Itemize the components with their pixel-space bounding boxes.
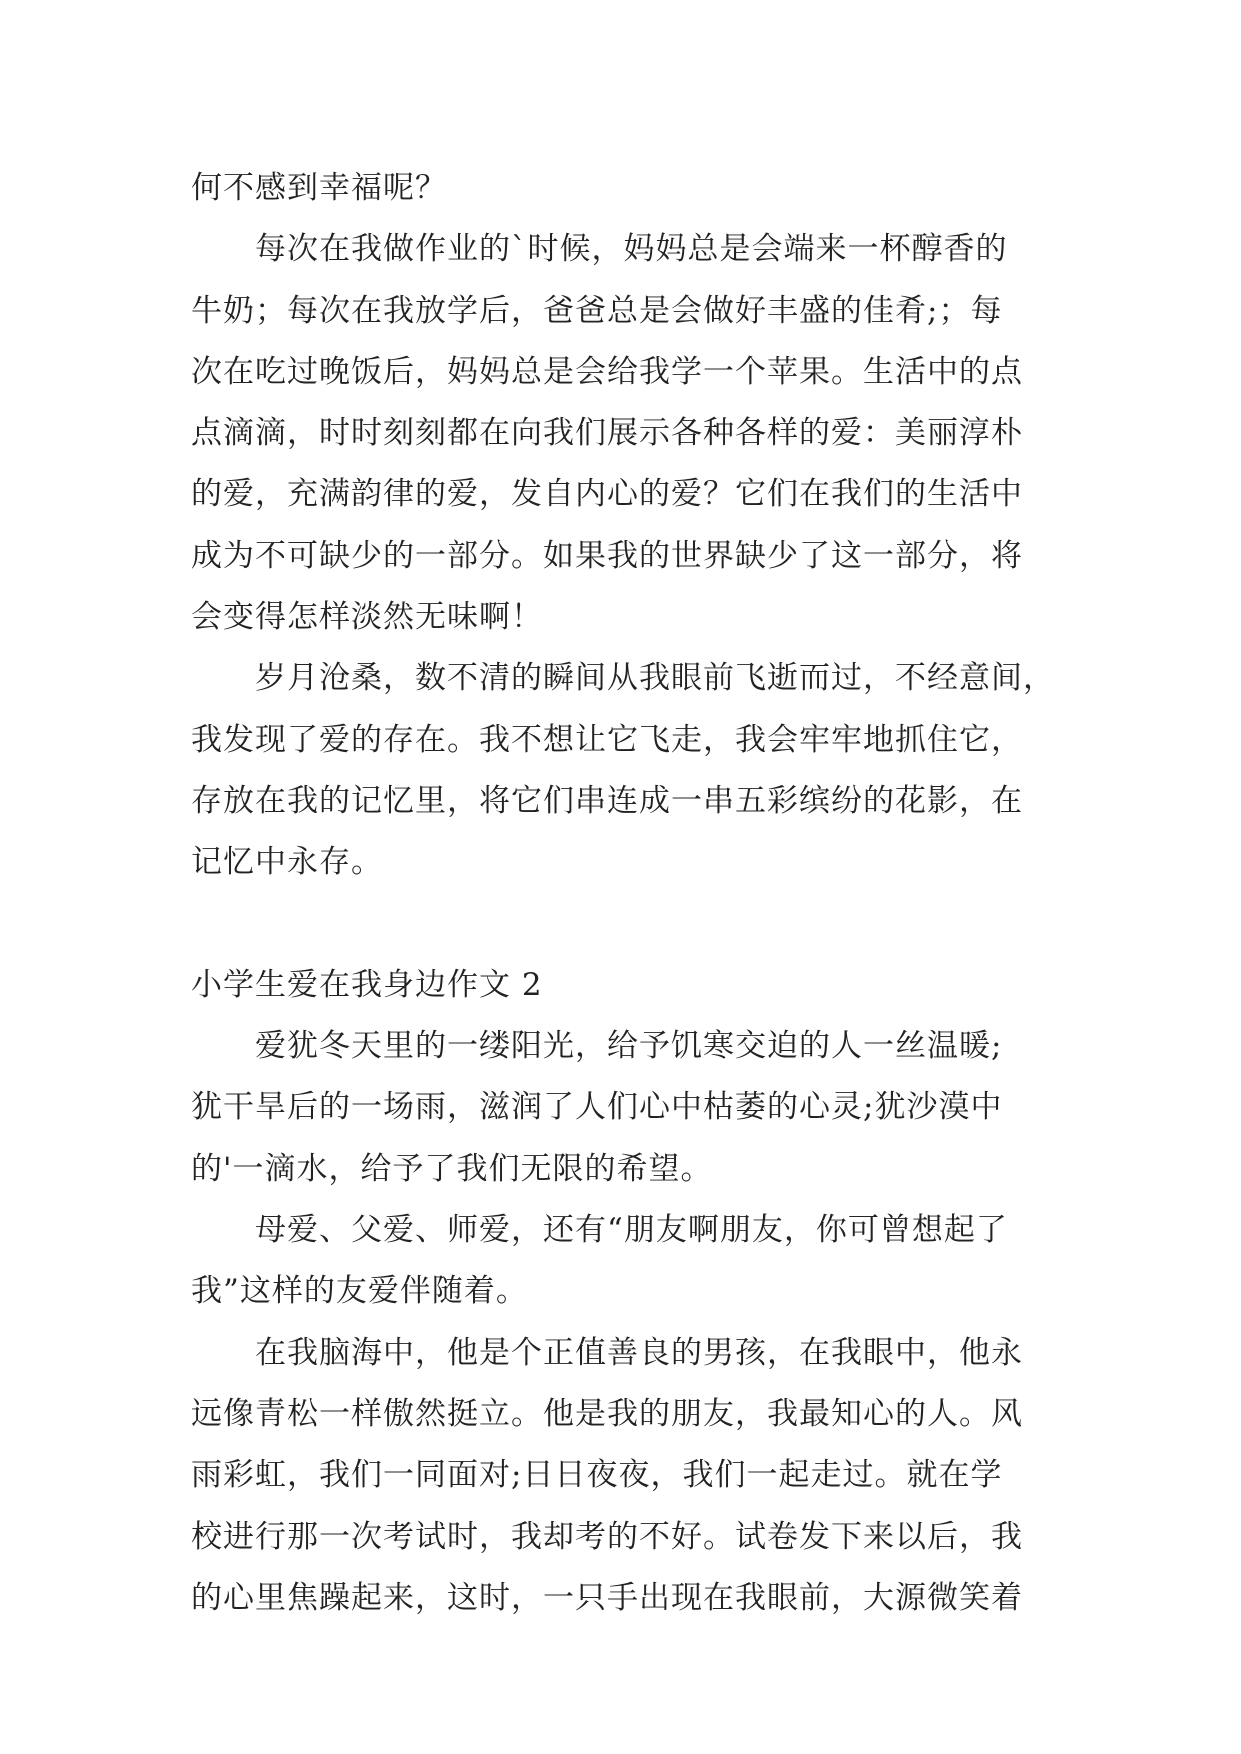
- text-line: 牛奶；每次在我放学后，爸爸总是会做好丰盛的佳肴;；每: [191, 292, 1003, 329]
- text-line: 的爱，充满韵律的爱，发自内心的爱？它们在我们的生活中: [191, 476, 1023, 513]
- text-line: 在我脑海中，他是个正值善良的男孩，在我眼中，他永: [255, 1334, 1023, 1371]
- text-line: 点滴滴，时时刻刻都在向我们展示各种各样的爱：美丽淳朴: [191, 415, 1023, 452]
- text-line: 何不感到幸福呢？: [191, 170, 447, 206]
- text-line: 母爱、父爱、师爱，还有“朋友啊朋友，你可曾想起了: [255, 1212, 1008, 1249]
- text-line: 会变得怎样淡然无味啊！: [191, 599, 543, 636]
- text-line: 犹干旱后的一场雨，滋润了人们心中枯萎的心灵;犹沙漠中: [191, 1089, 1003, 1126]
- section-spacer: [191, 894, 1061, 955]
- text-line: 爱犹冬天里的一缕阳光，给予饥寒交迫的人一丝温暖;: [255, 1028, 1003, 1065]
- text-line: 岁月沧桑，数不清的瞬间从我眼前飞逝而过，不经意间，: [255, 660, 1055, 697]
- text-line: 远像青松一样傲然挺立。他是我的朋友，我最知心的人。风: [191, 1395, 1023, 1432]
- essay-part-one: [191, 158, 1061, 894]
- text-line: 的'一滴水，给予了我们无限的希望。: [191, 1150, 713, 1187]
- text-line: 校进行那一次考试时，我却考的不好。试卷发下来以后，我: [191, 1518, 1023, 1555]
- section-title: 小学生爱在我身边作文 2: [191, 966, 543, 1003]
- text-line: 我”这样的友爱伴随着。: [191, 1273, 528, 1310]
- text-line: 次在吃过晚饭后，妈妈总是会给我学一个苹果。生活中的点: [191, 353, 1023, 390]
- text-line: 的心里焦躁起来，这时，一只手出现在我眼前，大源微笑着: [191, 1579, 1023, 1616]
- text-line: 存放在我的记忆里，将它们串连成一串五彩缤纷的花影，在: [191, 782, 1023, 819]
- text-line: 每次在我做作业的`时候，妈妈总是会端来一杯醇香的: [255, 231, 1008, 268]
- essay-part-two: [191, 1016, 1061, 1629]
- text-line: 我发现了爱的存在。我不想让它飞走，我会牢牢地抓住它，: [191, 721, 1023, 758]
- text-line: 雨彩虹，我们一同面对;日日夜夜，我们一起走过。就在学: [191, 1457, 1003, 1494]
- text-line: 成为不可缺少的一部分。如果我的世界缺少了这一部分，将: [191, 537, 1023, 574]
- document-body: [191, 158, 1061, 1629]
- text-line: 记忆中永存。: [191, 844, 383, 881]
